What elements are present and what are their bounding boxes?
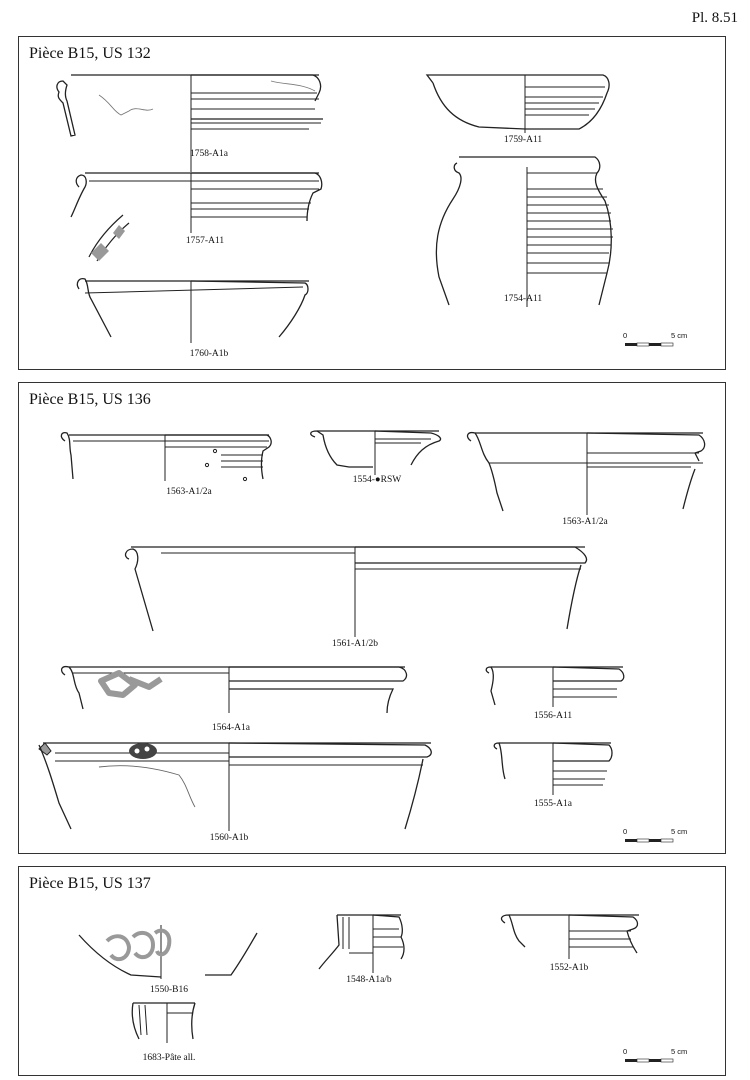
vessel-1754-drawing (436, 157, 613, 307)
vessel-label: 1759-A11 (503, 135, 543, 145)
panel-title: Pièce B15, US 137 (29, 875, 151, 892)
scale-zero: 0 (623, 827, 628, 836)
scale-length: 5 cm (671, 331, 688, 340)
vessel-label: 1757-A11 (185, 236, 225, 246)
vessel-1563a-drawing (61, 433, 271, 481)
scale-zero: 0 (623, 331, 628, 340)
vessel-label: 1548-A1a/b (346, 975, 392, 985)
scale-bar (625, 1059, 673, 1062)
panel-title: Pièce B15, US 132 (29, 45, 151, 62)
scale-bar (625, 343, 673, 346)
vessel-label: 1758-A1a (190, 149, 228, 159)
scale-length: 5 cm (671, 827, 688, 836)
vessel-label: 1560-A1b (209, 833, 249, 843)
vessel-1554-drawing (311, 431, 441, 475)
vessel-label: 1563-A1/2a (562, 517, 608, 527)
drawings-us-132 (19, 37, 725, 369)
vessel-label: 1683-Pâte all. (142, 1053, 196, 1063)
vessel-1560-drawing (39, 743, 431, 831)
vessel-1563b-drawing (468, 433, 705, 515)
vessel-1561-drawing (126, 547, 587, 637)
vessel-1760-drawing (77, 215, 309, 343)
vessel-label: 1556-A11 (533, 711, 573, 721)
vessel-label: 1555-A1a (534, 799, 572, 809)
vessel-1556-drawing (486, 667, 624, 707)
vessel-1564-drawing (62, 667, 407, 713)
drawings-us-137 (19, 867, 725, 1075)
vessel-label: 1550-B16 (150, 985, 188, 995)
vessel-label: 1552-A1b (549, 963, 589, 973)
vessel-1757-drawing (71, 173, 322, 233)
panel-title: Pièce B15, US 136 (29, 391, 151, 408)
vessel-1683-drawing (132, 1003, 195, 1043)
plate-number: Pl. 8.51 (691, 10, 738, 26)
vessel-label: 1760-A1b (189, 349, 229, 359)
panel-us-137 (18, 866, 726, 1076)
vessel-1552-drawing (502, 915, 639, 959)
panel-us-136 (18, 382, 726, 854)
scale-bar (625, 839, 673, 842)
vessel-1550-drawing (79, 925, 257, 979)
vessel-1555-drawing (494, 743, 612, 795)
vessel-label: 1563-A1/2a (166, 487, 212, 497)
vessel-1548-drawing (319, 915, 404, 973)
scale-length: 5 cm (671, 1047, 688, 1056)
vessel-label: 1554-●RSW (352, 475, 402, 485)
vessel-1759-drawing (427, 75, 609, 133)
panel-us-132 (18, 36, 726, 370)
vessel-label: 1754-A11 (503, 294, 543, 304)
scale-zero: 0 (623, 1047, 628, 1056)
drawings-us-136 (19, 383, 725, 853)
vessel-label: 1561-A1/2b (332, 639, 378, 649)
vessel-label: 1564-A1a (212, 723, 250, 733)
